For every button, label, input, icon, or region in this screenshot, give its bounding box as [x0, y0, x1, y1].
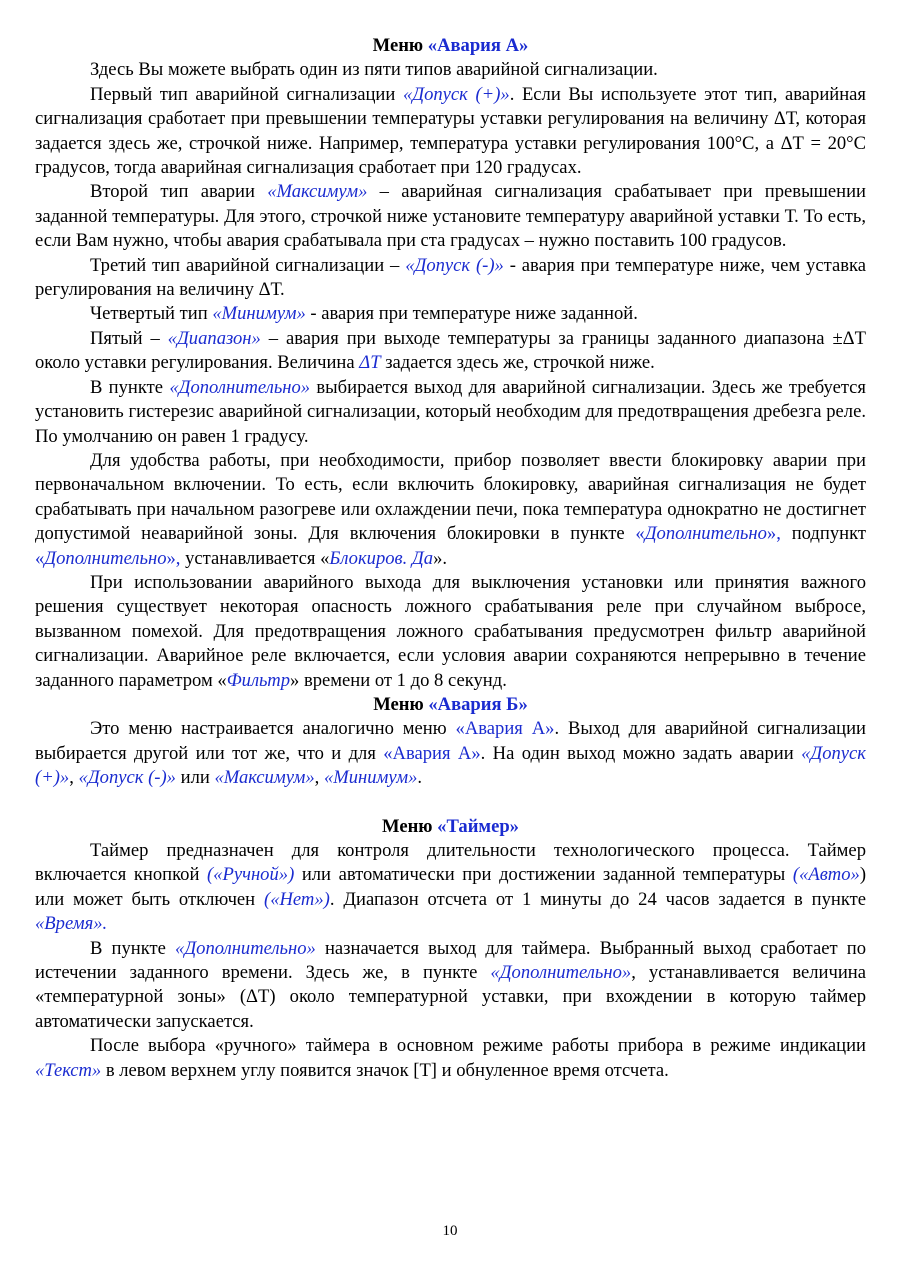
menu-term: «Допуск (-)» — [405, 254, 504, 276]
paragraph — [35, 1034, 866, 1083]
paragraph — [35, 302, 866, 326]
menu-term: «Дополнительно» — [490, 962, 632, 984]
text-run: Третий тип аварийной сигнализации – — [90, 254, 406, 276]
paragraph — [35, 327, 866, 376]
paragraph — [35, 180, 866, 253]
heading-alarm-b: Меню «Авария Б» — [373, 693, 528, 715]
page-number: 10 — [442, 1223, 458, 1239]
menu-reference: « — [35, 547, 45, 569]
menu-term: «Максимум» — [267, 181, 368, 203]
menu-term: ΔТ — [359, 352, 381, 374]
text-run: В пункте — [90, 937, 176, 959]
text-run: ) или может быть отключен — [35, 864, 867, 910]
text-run: При использовании аварийного выхода для выключения установки или принятия важного решения существует некоторая опасность ложного срабатывания реле при случайном выбросе, вызванном помехой. Для предотвращения ложного срабатывания предусмотрен фильтр аварийной сигнализации. Аварийное реле включается, если условия аварии сохраняются непрерывно в течение заданного параметром « — [35, 571, 866, 691]
menu-term: («Ручной») — [206, 864, 295, 886]
paragraph — [35, 839, 866, 937]
section-timer — [35, 815, 866, 1083]
text-run: подпункт — [780, 523, 866, 545]
text-run: Это меню настраивается аналогично меню — [90, 718, 456, 740]
paragraph — [35, 717, 866, 790]
text-run: После выбора «ручного» таймера в основном режиме работы прибора в режиме индикации — [90, 1035, 866, 1057]
text-run: задается здесь же, строчкой ниже. — [380, 352, 655, 374]
menu-term: «Допуск (+)» — [402, 83, 510, 105]
section-alarm-a — [35, 34, 866, 693]
text-run: » времени от 1 до 8 секунд. — [290, 669, 507, 691]
text-run: Четвертый тип — [90, 303, 213, 325]
text-run: выбирается выход для аварийной сигнализации. Здесь же требуется установить гистерезис аварийной сигнализации, который необходим для предотвращения дребезга реле. По умолчанию он равен 1 градусу. — [35, 376, 866, 447]
paragraph — [35, 58, 866, 82]
menu-term: («Авто» — [792, 864, 860, 886]
text-run: В пункте — [90, 376, 170, 398]
section-alarm-b — [35, 693, 866, 791]
menu-term: («Нет») — [264, 888, 330, 910]
heading-timer: Меню «Таймер» — [382, 815, 519, 837]
text-run: - авария при температуре ниже, чем уставка регулирования на величину ΔТ. — [35, 254, 866, 301]
text-run: Здесь Вы можете выбрать один из пяти типов аварийной сигнализации. — [90, 59, 658, 81]
text-run: . На один выход можно задать аварии — [480, 742, 802, 764]
text-run: Второй тип аварии — [90, 181, 268, 203]
text-run: - авария при температуре ниже заданной. — [305, 303, 638, 325]
menu-term: «Допуск (+)» — [35, 742, 867, 789]
section-gap — [35, 791, 866, 815]
text-run: Для удобства работы, при необходимости, прибор позволяет ввести блокировку аварии при первоначальном включении. То есть, если включить блокировку, аварийная сигнализация не будет срабатывать при начальном разогреве или охлаждении печи, пока температура однократно не достигнет допустимой неаварийной зоны. Для включения блокировки в пункте — [35, 449, 866, 545]
menu-term: «Минимум» — [323, 767, 418, 789]
text-run: . Выход для аварийной сигнализации выбирается другой или тот же, что и для — [35, 718, 866, 764]
text-run: устанавливается « — [180, 547, 330, 569]
text-run: – авария при выходе температуры за границы заданного диапазона ±ΔТ около уставки регулирования. Величина — [35, 327, 866, 374]
menu-reference: «Авария А» — [455, 718, 555, 740]
text-run: или автоматически при достижении заданной температуры — [294, 864, 793, 886]
body-timer — [35, 839, 866, 1083]
text-run: Таймер предназначен для контроля длительности технологического процесса. Таймер включается кнопкой — [35, 840, 866, 886]
paragraph — [35, 449, 866, 571]
menu-term: «Дополнительно» — [169, 376, 311, 398]
text-run: . — [417, 767, 423, 789]
text-run: , — [314, 767, 324, 789]
menu-reference: », — [166, 547, 181, 569]
menu-term: «Текст» — [35, 1059, 102, 1081]
text-run: – аварийная сигнализация срабатывает при превышении заданной температуры. Для этого, строчкой ниже установите температуру аварийной уставки Т. То есть, если Вам нужно, чтобы авария срабатывала при ста градусах – нужно поставить 100 градусов. — [35, 181, 866, 252]
paragraph — [35, 937, 866, 1035]
text-run: . Диапазон отсчета от 1 минуты до 24 часов задается в пункте — [329, 888, 867, 910]
text-run: ». — [433, 547, 448, 569]
menu-term: Дополнительно — [644, 523, 767, 545]
text-run: , — [69, 767, 79, 789]
menu-reference: « — [635, 523, 645, 545]
paragraph — [35, 83, 866, 181]
paragraph — [35, 571, 866, 693]
menu-reference: », — [766, 523, 781, 545]
document-page — [35, 34, 866, 1083]
menu-term: Блокиров. Да — [329, 547, 434, 569]
menu-reference: «Авария А» — [383, 742, 481, 764]
body-alarm-a — [35, 58, 866, 693]
menu-term: «Допуск (-)» — [78, 767, 176, 789]
paragraph — [35, 376, 866, 449]
text-run: или — [175, 767, 215, 789]
paragraph — [35, 254, 866, 303]
body-alarm-b — [35, 717, 866, 790]
menu-term: «Дополнительно» — [175, 937, 316, 959]
menu-term: «Максимум» — [214, 767, 315, 789]
menu-term: Дополнительно — [44, 547, 167, 569]
text-run: , устанавливается величина «температурной зоны» (ΔТ) около температурной уставки, при вхождении в которую таймер автоматически запускается. — [35, 962, 866, 1032]
text-run: . Если Вы используете этот тип, аварийная сигнализация сработает при превышении температуры уставки регулирования на величину ΔТ, которая задается здесь же, строчкой ниже. Например, температура уставки регулирования 100°С, а ΔТ = 20°С градусов, тогда аварийная сигнализация сработает при 120 градусах. — [35, 83, 866, 179]
text-run: Пятый – — [90, 327, 168, 349]
text-run: Первый тип аварийной сигнализации — [90, 83, 403, 105]
text-run: в левом верхнем углу появится значок [T] и обнуленное время отсчета. — [101, 1059, 669, 1081]
menu-term: «Время». — [35, 913, 108, 935]
menu-term: «Минимум» — [212, 303, 306, 325]
heading-alarm-a: Меню «Авария А» — [372, 35, 529, 56]
menu-term: «Диапазон» — [167, 327, 261, 349]
menu-term: Фильтр — [226, 669, 291, 691]
text-run: назначается выход для таймера. Выбранный выход сработает по истечении заданного времени. Здесь же, в пункте — [35, 937, 866, 984]
